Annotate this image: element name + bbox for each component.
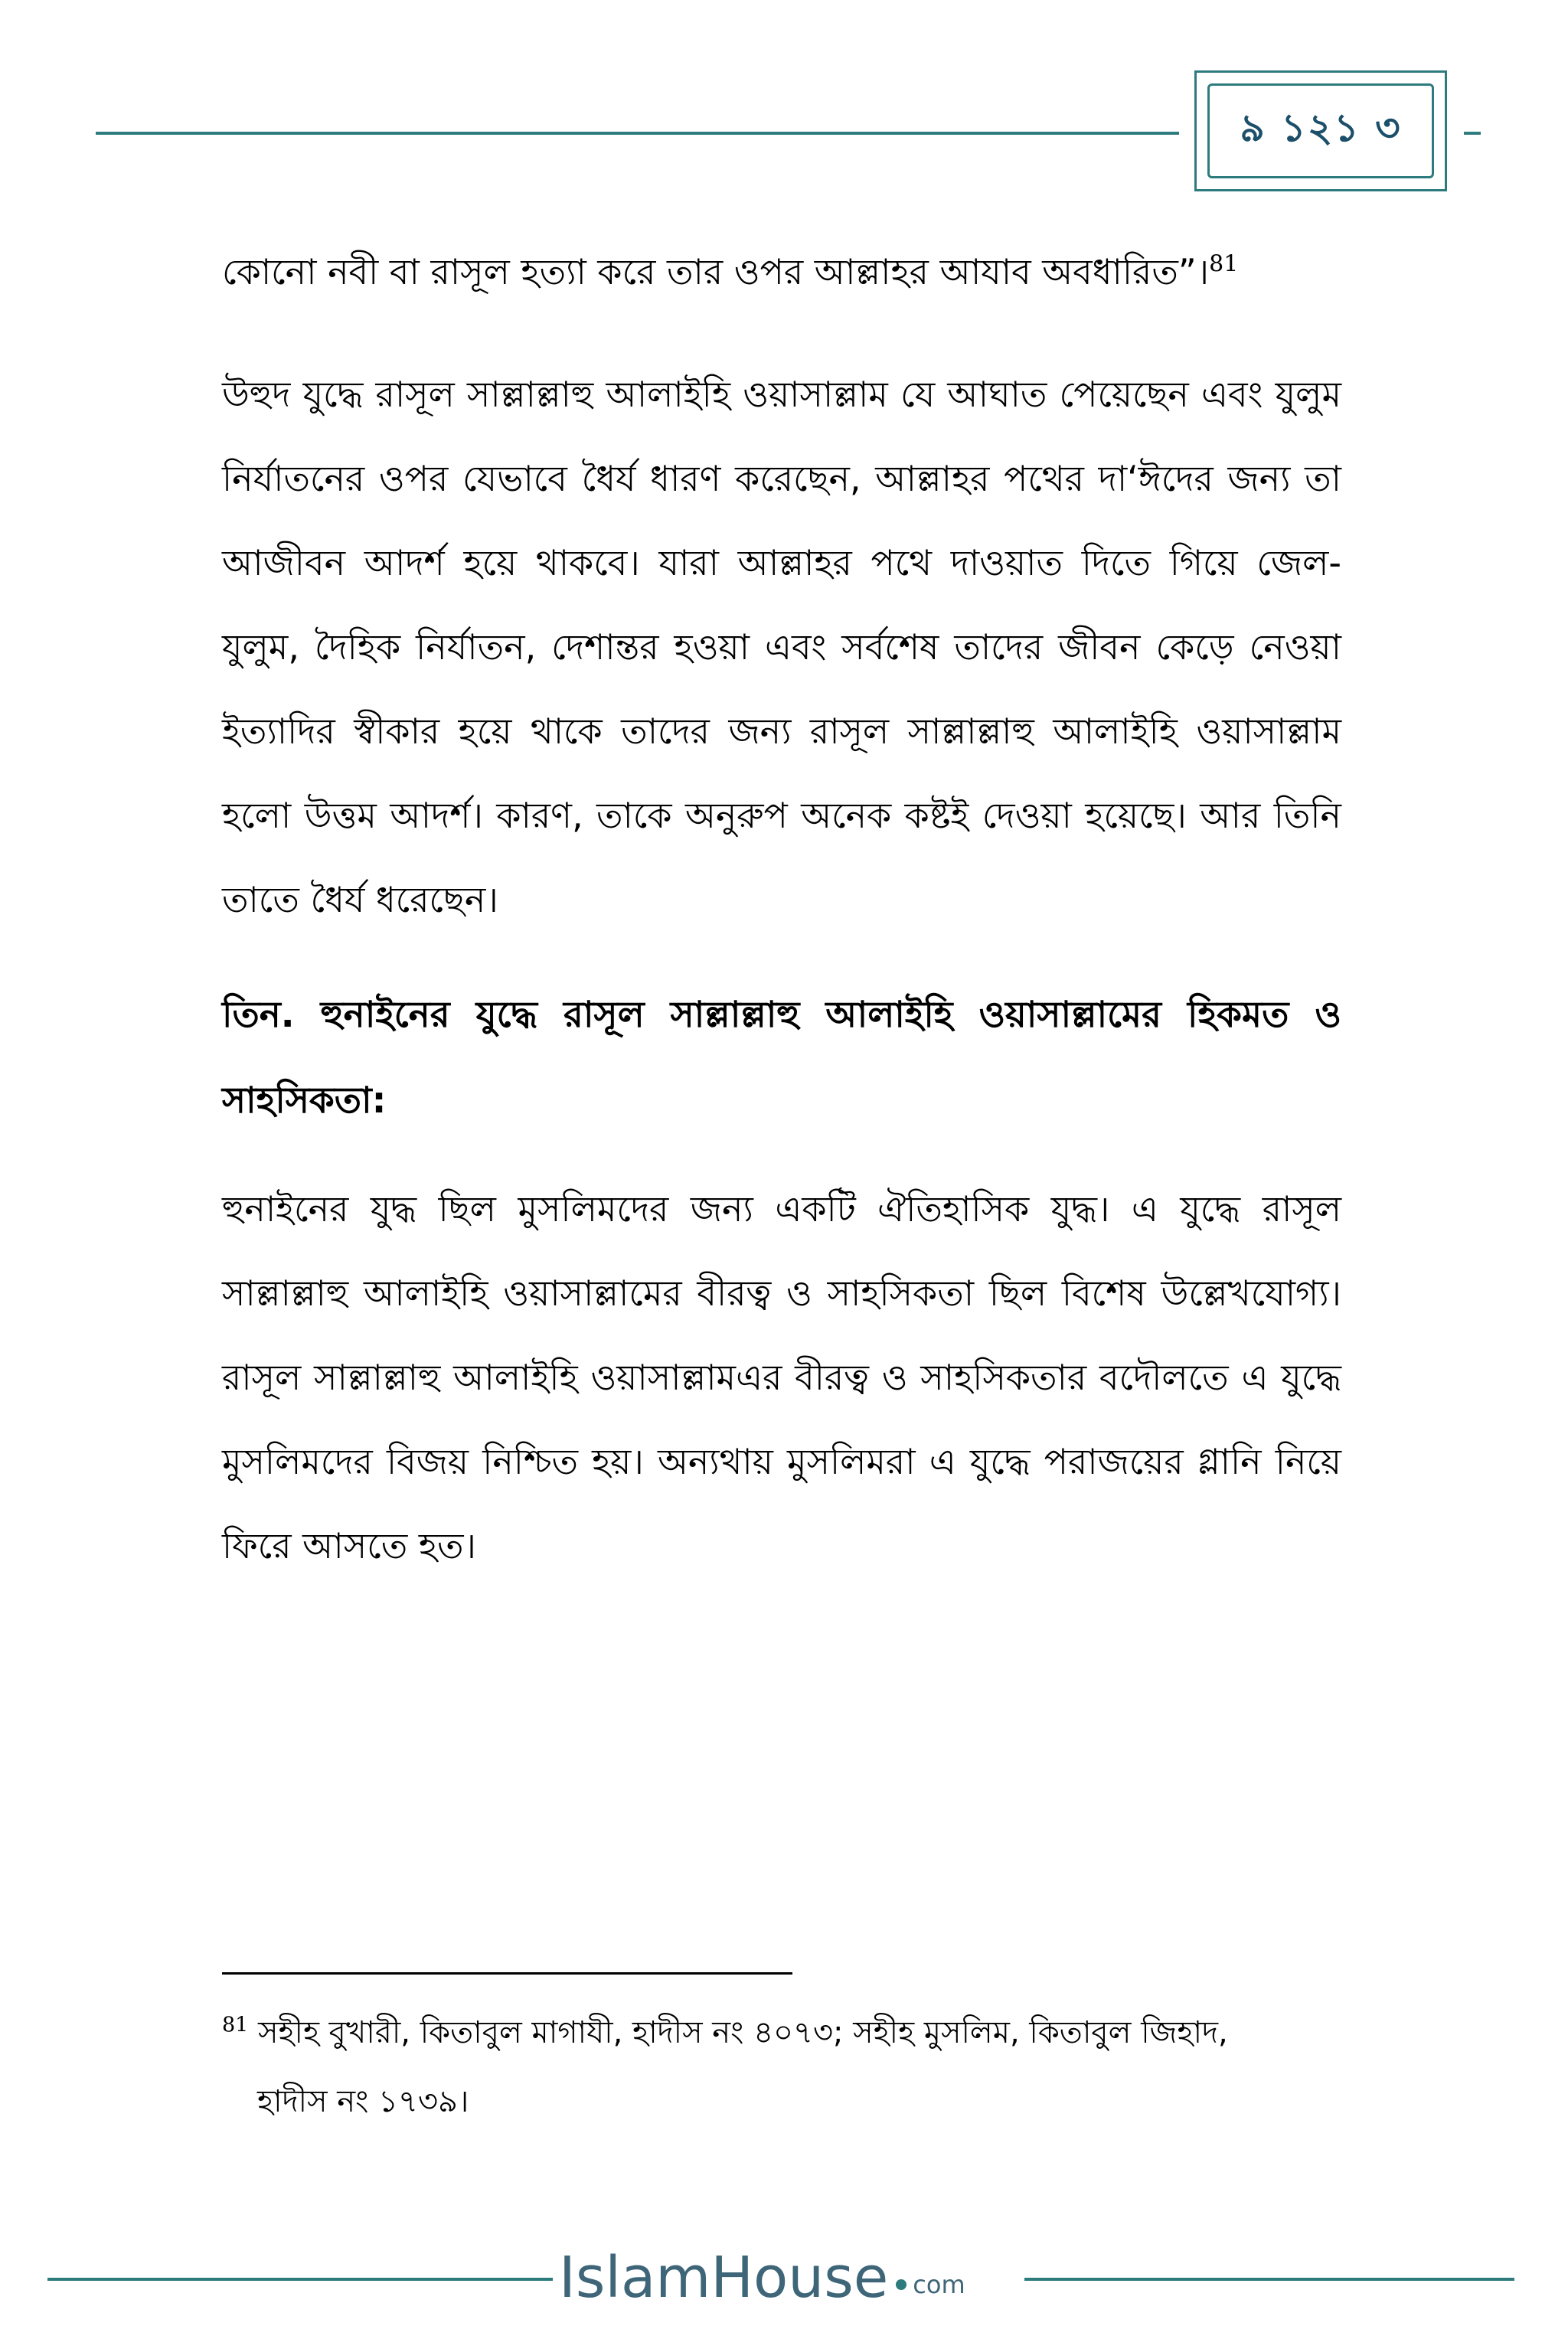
footnote-line-1: সহীহ বুখারী, কিতাবুল মাগাযী, হাদীস নং ৪০৭৩; সহীহ মুসলিম, কিতাবুল জিহাদ, [248,2015,1228,2050]
footnote-line-2: হাদীস নং ১৭৩৯। [257,2084,469,2119]
islamhouse-logo [559,2236,1018,2320]
brand-dot-icon [896,2279,906,2290]
page-number-badge-inner [1207,83,1434,178]
paragraph-1-text: কোনো নবী বা রাসূল হত্যা করে তার ওপর আল্লাহর আযাব অবধারিত”। [222,251,1210,292]
footnote-separator [222,1972,792,1975]
header-rule [96,132,1179,135]
footer-rule-right [1024,2278,1514,2281]
page-body [222,230,1341,1588]
paragraph-gap [222,314,1341,352]
section-heading: তিন. হুনাইনের যুদ্ধে রাসূল সাল্লাল্লাহু আলাইহি ওয়াসাল্লামের হিকমত ও সাহসিকতা: [222,994,1341,1122]
paragraph-2: উহুদ যুদ্ধে রাসূল সাল্লাল্লাহু আলাইহি ওয়াসাল্লাম যে আঘাত পেয়েছেন এবং যুলুম নির্যাতনের ওপর যেভাবে ধৈর্য ধারণ করেছেন, আল্লাহর পথের দা‘ঈদের জন্য তা আজীবন আদর্শ হয়ে থাকবে। যারা আল্লাহর পথে দাওয়াত দিতে গিয়ে জেল-যুলুম, দৈহিক নির্যাতন, দেশান্তর হওয়া এবং সর্বশেষ তাদের জীবন কেড়ে নেওয়া ইত্যাদির স্বীকার হয়ে থাকে তাদের জন্য রাসূল সাল্লাল্লাহু আলাইহি ওয়াসাল্লাম হলো উত্তম আদর্শ। কারণ, তাকে অনুরুপ অনেক কষ্টই দেওয়া হয়েছে। আর তিনি তাতে ধৈর্য ধরেছেন। [222,374,1341,920]
paragraph-3: হুনাইনের যুদ্ধ ছিল মুসলিমদের জন্য একটি ঐতিহাসিক যুদ্ধ। এ যুদ্ধে রাসূল সাল্লাল্লাহু আলাইহি ওয়াসাল্লামের বীরত্ব ও সাহসিকতা ছিল বিশেষ উল্লেখযোগ্য। রাসূল সাল্লাল্লাহু আলাইহি ওয়াসাল্লামএর বীরত্ব ও সাহসিকতার বদৌলতে এ যুদ্ধে মুসলিমদের বিজয় নিশ্চিত হয়। অন্যথায় মুসলিমরা এ যুদ্ধে পরাজয়ের গ্লানি নিয়ে ফিরে আসতে হত। [222,1188,1341,1566]
page-number-badge [1194,70,1447,191]
footnote [222,1998,1341,2136]
footnote-number: 81 [222,2013,249,2037]
brand-name: IslamHouse [559,2245,889,2311]
paragraph-1 [222,230,1341,314]
footer-rule-left [47,2278,553,2281]
header-rule-tail [1464,132,1481,135]
heading-gap-before [222,942,1341,972]
footnote-ref-81[interactable]: 81 [1209,250,1239,278]
brand-tld: com [913,2270,965,2299]
heading-gap-after [222,1144,1341,1167]
page-number: ৯ ১২১ ৩ [1240,105,1402,150]
